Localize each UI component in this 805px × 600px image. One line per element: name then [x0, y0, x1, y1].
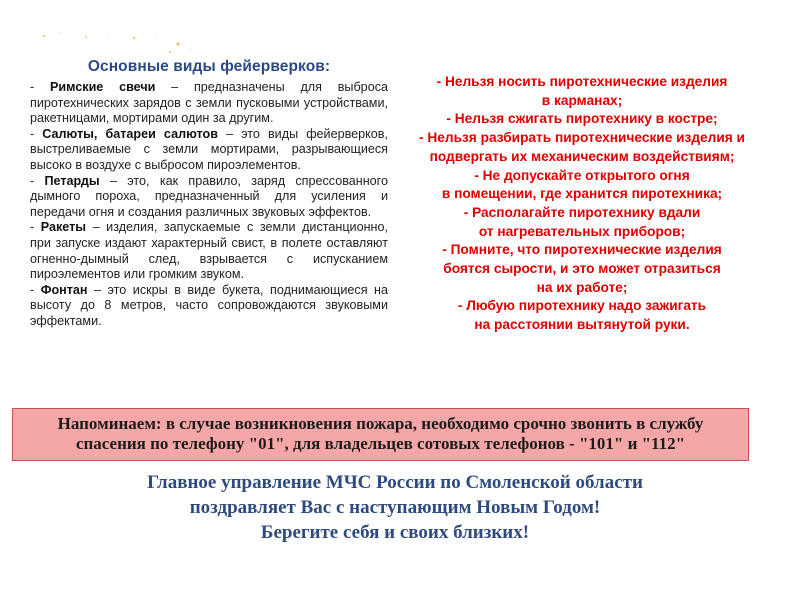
safety-rule-line: - Располагайте пиротехнику вдали: [463, 204, 701, 220]
footer-line-3: Берегите себя и своих близких!: [260, 522, 530, 543]
firework-item-fountain: - Фонтан – это искры в виде букета, поднимающиеся на высоту до 8 метров, часто сопровождаются звуковыми эффектами.: [30, 282, 389, 328]
item-term: Петарды: [44, 173, 100, 188]
safety-rule-line: - Нельзя разбирать пиротехнические изделия и: [419, 130, 745, 146]
safety-rules-section: [396, 73, 768, 335]
safety-rule-line: - Нельзя носить пиротехнические изделия: [436, 74, 728, 89]
item-desc: – изделия, запускаемые с земли дистанционно, при запуске издают характерный свист, в полете оставляют огненно-дымный след, взрывается с испусканием пироэлементов или громким звуком.: [30, 220, 389, 282]
safety-rule-line: - Любую пиротехнику надо зажигать: [457, 298, 707, 314]
firework-item-salutes: - Салюты, батареи салютов – это виды фейерверков, выстреливаемые с земли мортирами, разрывающиеся высоко в воздухе с выбросом пироэлементов.: [30, 126, 388, 172]
safety-rule-line: - Нельзя сжигать пиротехнику в костре;: [446, 111, 718, 127]
sparkles-decoration: [38, 28, 198, 56]
greeting-footer: [30, 470, 760, 545]
firework-item-rockets: - Ракеты – изделия, запускаемые с земли дистанционно, при запуске издают характерный свист, в полете оставляют огненно-дымный след, взрывается с испусканием пироэлементов или громким звуком.: [30, 220, 389, 282]
firework-item-roman-candles: - Римские свечи – предназначены для выброса пиротехнических зарядов с земли пусковыми устройствами, ракетницами, мортирами один за другим.: [30, 80, 388, 126]
emergency-notice-banner: [12, 408, 749, 461]
firework-types-title: Основные виды фейерверков:: [87, 58, 331, 75]
item-term: Римские свечи: [49, 80, 156, 94]
item-term: Фонтан: [40, 282, 88, 297]
item-desc: – это виды фейерверков, выстреливаемые с земли мортирами, разрывающиеся высоко в воздухе с выбросом пироэлементов.: [30, 126, 388, 172]
safety-rule-line: боятся сырости, и это может отразиться: [443, 261, 721, 277]
notice-line-1: Напоминаем: в случае возникновения пожара, необходимо срочно звонить в службу: [57, 414, 704, 433]
item-term: Ракеты: [40, 220, 87, 235]
safety-rule-line: в карманах;: [541, 92, 623, 108]
item-desc: – это, как правило, заряд спрессованного дымного пороха, предназначенный для усиления и передачи огня и создания различных звуковых эффектов.: [30, 173, 388, 219]
safety-rule-line: на расстоянии вытянутой руки.: [474, 317, 690, 333]
safety-rule-line: от нагревательных приборов;: [478, 223, 686, 239]
notice-line-2: спасения по телефону "01", для владельцев сотовых телефонов - "101" и "112": [75, 434, 686, 453]
footer-line-2: поздравляет Вас с наступающим Новым Годом!: [189, 497, 601, 518]
safety-rule-line: - Помните, что пиротехнические изделия: [442, 242, 722, 258]
safety-rule-line: - Не допускайте открытого огня: [474, 167, 690, 183]
safety-rule-line: на их работе;: [536, 279, 628, 295]
item-term: Салюты, батареи салютов: [42, 126, 218, 141]
item-desc: – это искры в виде букета, поднимающиеся на высоту до 8 метров, часто сопровождаются звуковыми эффектами.: [30, 282, 389, 328]
item-desc: – предназначены для выброса пиротехнических зарядов с земли пусковыми устройствами, ракетницами, мортирами один за другим.: [30, 80, 388, 126]
safety-rule-line: подвергать их механическим воздействиям;: [429, 148, 735, 164]
safety-rule-line: в помещении, где хранится пиротехника;: [441, 186, 723, 202]
firework-item-firecrackers: - Петарды – это, как правило, заряд спрессованного дымного пороха, предназначенный для усиления и передачи огня и создания различных звуковых эффектов.: [30, 173, 388, 219]
firework-types-section: [30, 58, 388, 330]
footer-line-1: Главное управление МЧС России по Смоленской области: [147, 472, 643, 493]
